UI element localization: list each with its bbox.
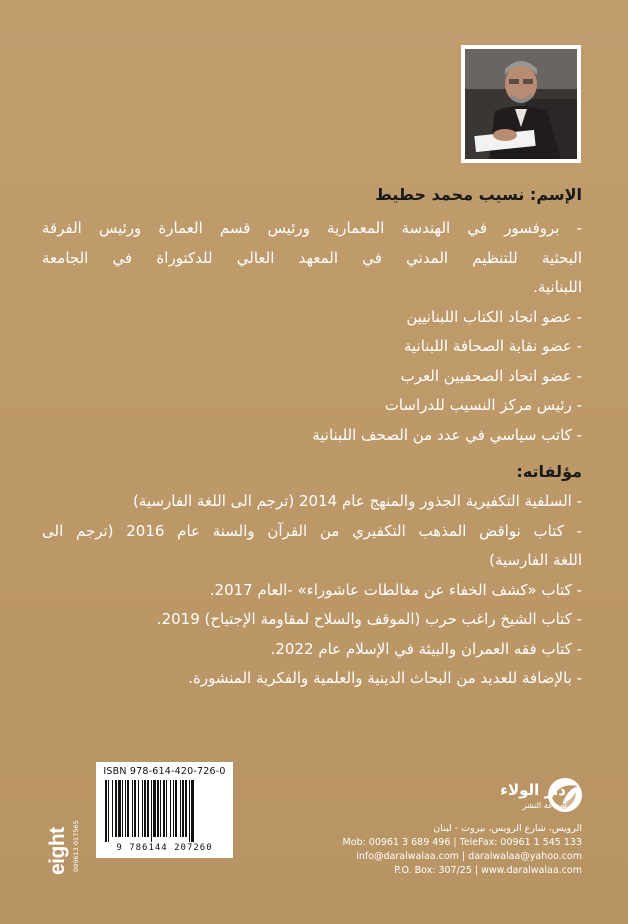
imprint-side-code-text: 009613 017565 bbox=[72, 820, 80, 872]
publisher-phones: Mob: 00961 3 689 496 | TeleFax: 00961 1 545 133 bbox=[342, 837, 582, 848]
bio-line: - رئيس مركز النسيب للدراسات bbox=[384, 396, 582, 414]
works-line: - كتاب الشيخ راغب حرب (الموقف والسلاح لمقاومة الإجتياح) 2019. bbox=[156, 610, 582, 628]
publisher-tagline: لصناعة النشر bbox=[522, 801, 567, 810]
works-heading: مؤلفاته: bbox=[516, 462, 582, 481]
publisher-emails: info@daralwalaa.com | daralwalaa@yahoo.com bbox=[356, 851, 582, 862]
author-portrait-image bbox=[465, 49, 577, 159]
isbn-barcode bbox=[96, 762, 233, 858]
bio-line: - كاتب سياسي في عدد من الصحف اللبنانية bbox=[312, 425, 582, 444]
publisher-contact bbox=[343, 822, 582, 878]
bio-line: - عضو نقابة الصحافة اللبنانية bbox=[403, 337, 582, 355]
works-line: - السلفية التكفيرية الجذور والمنهج عام 2014 (ترجم الى اللغة الفارسية) bbox=[133, 492, 582, 510]
imprint-logo bbox=[42, 817, 72, 875]
author-photo bbox=[461, 45, 581, 163]
isbn-number: ISBN 978-614-420-726-0 bbox=[103, 766, 226, 777]
author-name: الإسم: نسيب محمد حطيط bbox=[375, 185, 582, 204]
publisher-name: دار الولاء bbox=[500, 781, 566, 799]
publisher-pobox: P.O. Box: 307/25 | www.daralwalaa.com bbox=[394, 865, 582, 876]
author-bio bbox=[42, 214, 582, 450]
works-line: - بالإضافة للعديد من البحاث الدينية والعلمية والفكرية المنشورة. bbox=[188, 669, 582, 687]
bio-line: اللبنانية. bbox=[533, 278, 582, 296]
barcode-digits: 9 786144 207260 bbox=[116, 843, 213, 853]
bio-line: - بروفسور في الهندسة المعمارية ورئيس قسم العمارة ورئيس الفرقة bbox=[42, 219, 582, 237]
works-list bbox=[42, 487, 582, 694]
imprint-logo-text: eight bbox=[46, 827, 69, 875]
bio-line: البحثية للتنظيم المدني في المعهد العالي للدكتوراة في الجامعة bbox=[42, 248, 582, 267]
works-line: - كتاب «كشف الخفاء عن مغالطات عاشوراء» -العام 2017. bbox=[209, 580, 582, 599]
imprint-side-code bbox=[72, 810, 86, 872]
bio-line: - عضو اتحاد الكتاب اللبنانيين bbox=[406, 307, 582, 326]
bio-line: - عضو اتحاد الصحفيين العرب bbox=[400, 366, 582, 385]
publisher-address: الرويس، شارع الرويس، بيروت - لبنان bbox=[433, 823, 582, 834]
works-line: - كتاب فقه العمران والبيئة في الإسلام عام 2022. bbox=[270, 639, 582, 658]
barcode-bars bbox=[101, 780, 228, 842]
works-line: اللغة الفارسية) bbox=[489, 551, 582, 569]
works-line: - كتاب نواقض المذهب التكفيري من القرآن والسنة عام 2016 (ترجم الى bbox=[42, 521, 582, 540]
